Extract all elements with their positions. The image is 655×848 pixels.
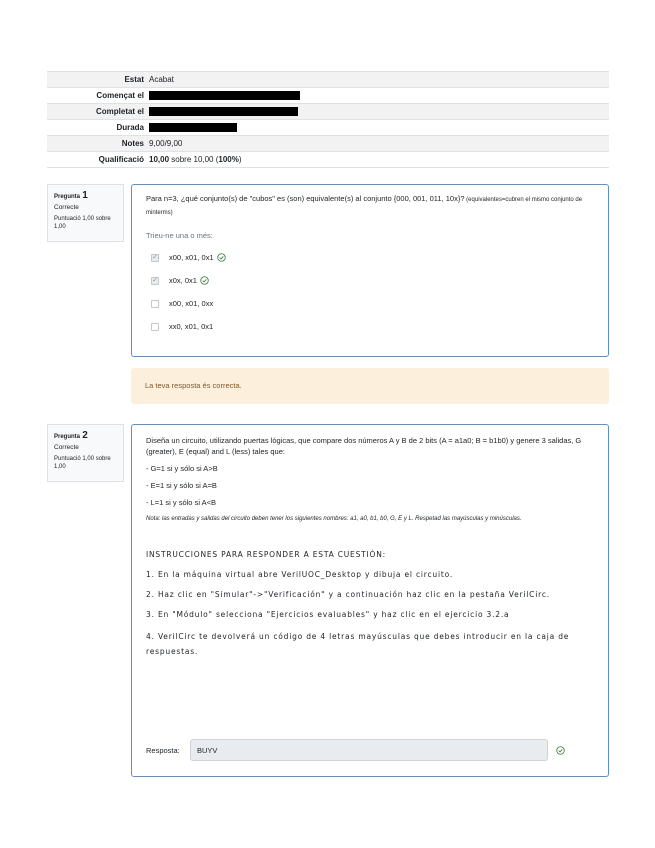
condition-item: - L=1 si y sólo si A<B xyxy=(146,498,217,507)
summary-value xyxy=(144,104,609,119)
summary-value: 9,00/9,00 xyxy=(149,138,183,148)
question-2-content xyxy=(131,424,609,777)
answer-row xyxy=(146,739,565,761)
question-state: Correcte xyxy=(54,444,79,451)
checkbox-icon[interactable]: ✓ xyxy=(152,254,158,261)
option-label: x00, x01, 0xx xyxy=(169,299,214,308)
summary-row-duration xyxy=(47,120,609,136)
condition-item: - G=1 si y sólo si A>B xyxy=(146,464,218,473)
question-number-value: 1 xyxy=(82,190,88,201)
grade-percent: 100% xyxy=(218,154,239,164)
instruction-item: 2. Haz clic en "Simular"->"Verificación" y a continuación haz clic en la pestaña VerilCirc. xyxy=(146,590,550,599)
summary-value xyxy=(144,120,609,135)
question-text-note: (equivalentes=cubren el mismo conjunto de minterms) xyxy=(146,197,583,216)
check-circle-icon xyxy=(217,253,226,262)
check-circle-icon xyxy=(556,746,565,755)
question-label: Pregunta xyxy=(54,194,81,200)
redacted-block xyxy=(149,123,237,132)
summary-row-grade xyxy=(47,152,609,168)
option-label: x00, x01, 0x1 xyxy=(169,253,214,262)
question-1-info xyxy=(47,184,124,242)
question-intro: Diseña un circuito, utilizando puertas lógicas, que compare dos números A y B de 2 bits (A = a1a0; B = b1b0) y genere 3 salidas, G (greater), E (equal) and L (less) tales que: xyxy=(146,436,582,456)
option-label: xx0, x01, 0x1 xyxy=(169,322,214,331)
answer-input[interactable] xyxy=(190,739,548,761)
question-text xyxy=(146,193,594,219)
summary-label: Qualificació xyxy=(98,155,144,164)
condition-item: - E=1 si y sólo si A=B xyxy=(146,481,217,490)
instructions-title: INSTRUCCIONES PARA RESPONDER A ESTA CUESTIÓN: xyxy=(146,550,386,559)
question-grade: Puntuació 1,00 sobre 1,00 xyxy=(54,456,111,470)
check-circle-icon xyxy=(200,276,209,285)
question-state: Correcte xyxy=(54,204,79,211)
question-label: Pregunta xyxy=(54,434,81,440)
grade-end: ) xyxy=(238,154,242,164)
summary-row-marks xyxy=(47,136,609,152)
question-1-feedback: La teva resposta és correcta. xyxy=(131,368,609,404)
answer-label: Resposta: xyxy=(146,745,180,755)
answer-prompt: Trieu-ne una o més: xyxy=(146,231,213,240)
question-grade: Puntuació 1,00 sobre 1,00 xyxy=(54,216,111,230)
checkbox-icon[interactable] xyxy=(151,323,159,331)
answer-option[interactable] xyxy=(146,292,594,315)
summary-label: Completat el xyxy=(95,107,144,116)
question-number xyxy=(54,430,117,441)
question-text-main: Para n=3, ¿qué conjunto(s) de "cubos" es (son) equivalente(s) al conjunto {000, 001, 011, 10x}? xyxy=(146,194,465,203)
summary-value xyxy=(144,88,609,103)
answer-option[interactable] xyxy=(146,269,594,292)
summary-label: Estat xyxy=(124,75,144,84)
checkbox-icon[interactable]: ✓ xyxy=(152,277,158,284)
instruction-item: 1. En la máquina virtual abre VerilUOC_Desktop y dibuja el circuito. xyxy=(146,570,454,579)
checkbox-icon[interactable] xyxy=(151,300,159,308)
summary-label: Durada xyxy=(116,123,144,132)
summary-label: Començat el xyxy=(96,91,144,100)
question-1-content xyxy=(131,184,609,357)
redacted-block xyxy=(149,91,300,100)
summary-value xyxy=(144,152,609,167)
grade-score: 10,00 xyxy=(149,154,170,164)
attempt-summary-table xyxy=(47,71,609,168)
instruction-item: 3. En "Módulo" selecciona "Ejercicios evaluables" y haz clic en el ejercicio 3.2.a xyxy=(146,610,510,619)
grade-mid: sobre 10,00 ( xyxy=(169,154,219,164)
summary-row-completed xyxy=(47,104,609,120)
option-label: x0x, 0x1 xyxy=(169,276,197,285)
summary-row-started xyxy=(47,88,609,104)
question-number-value: 2 xyxy=(82,430,88,441)
summary-label: Notes xyxy=(121,139,144,148)
redacted-block xyxy=(149,107,298,116)
question-note: Nota: las entradas y salidas del circuito deben tener los siguientes nombres: a1, a0, b1, b0, G, E y L. Respetad las mayúsculas y minúsculas. xyxy=(146,516,522,522)
answer-options xyxy=(146,246,594,338)
instruction-item: 4. VerilCirc te devolverá un código de 4 letras mayúsculas que debes introducir en la caja de respuestas. xyxy=(146,632,570,656)
answer-option[interactable] xyxy=(146,315,594,338)
summary-row-state xyxy=(47,72,609,88)
summary-value: Acabat xyxy=(149,74,174,84)
question-number xyxy=(54,190,117,201)
answer-option[interactable] xyxy=(146,246,594,269)
question-2-info xyxy=(47,424,124,482)
